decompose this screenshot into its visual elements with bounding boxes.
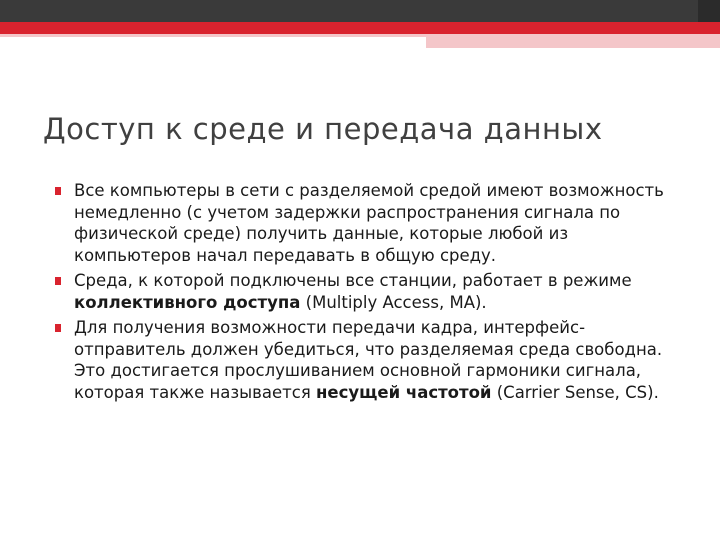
slide-title: Доступ к среде и передача данных — [43, 112, 603, 146]
bullet-item-3 — [50, 317, 690, 403]
bullet-item-2 — [50, 270, 690, 313]
slide-content — [50, 180, 690, 407]
header-pink-block — [426, 34, 720, 48]
header-dark-bar — [0, 0, 720, 22]
bullet-list — [50, 180, 690, 403]
header-red-bar — [0, 22, 720, 34]
header-pink-line — [0, 34, 426, 37]
bullet-text-post: (Carrier Sense, CS). — [491, 382, 659, 402]
bullet-text-pre: Для получения возможности передачи кадра, интерфейс-отправитель должен убедиться, что разделяемая среда свободна. Это достигается прослушиванием основной гармоники сигнала, которая также называется — [74, 318, 663, 402]
bullet-item-1 — [50, 180, 690, 266]
bullet-text-bold: коллективного доступа — [74, 292, 301, 312]
bullet-text-bold: несущей частотой — [316, 382, 492, 402]
bullet-marker-icon — [55, 277, 61, 285]
bullet-marker-icon — [55, 324, 61, 332]
bullet-text-pre: Среда, к которой подключены все станции, работает в режиме — [74, 271, 632, 290]
bullet-text: Все компьютеры в сети с разделяемой средой имеют возможность немедленно (с учетом задержки распространения сигнала по физической среде) получить данные, которые любой из компьютеров начал передавать в общую среду. — [74, 181, 664, 265]
header-dark-corner — [698, 0, 720, 22]
bullet-text-post: (Multiply Access, MA). — [300, 292, 487, 312]
bullet-marker-icon — [55, 187, 61, 195]
